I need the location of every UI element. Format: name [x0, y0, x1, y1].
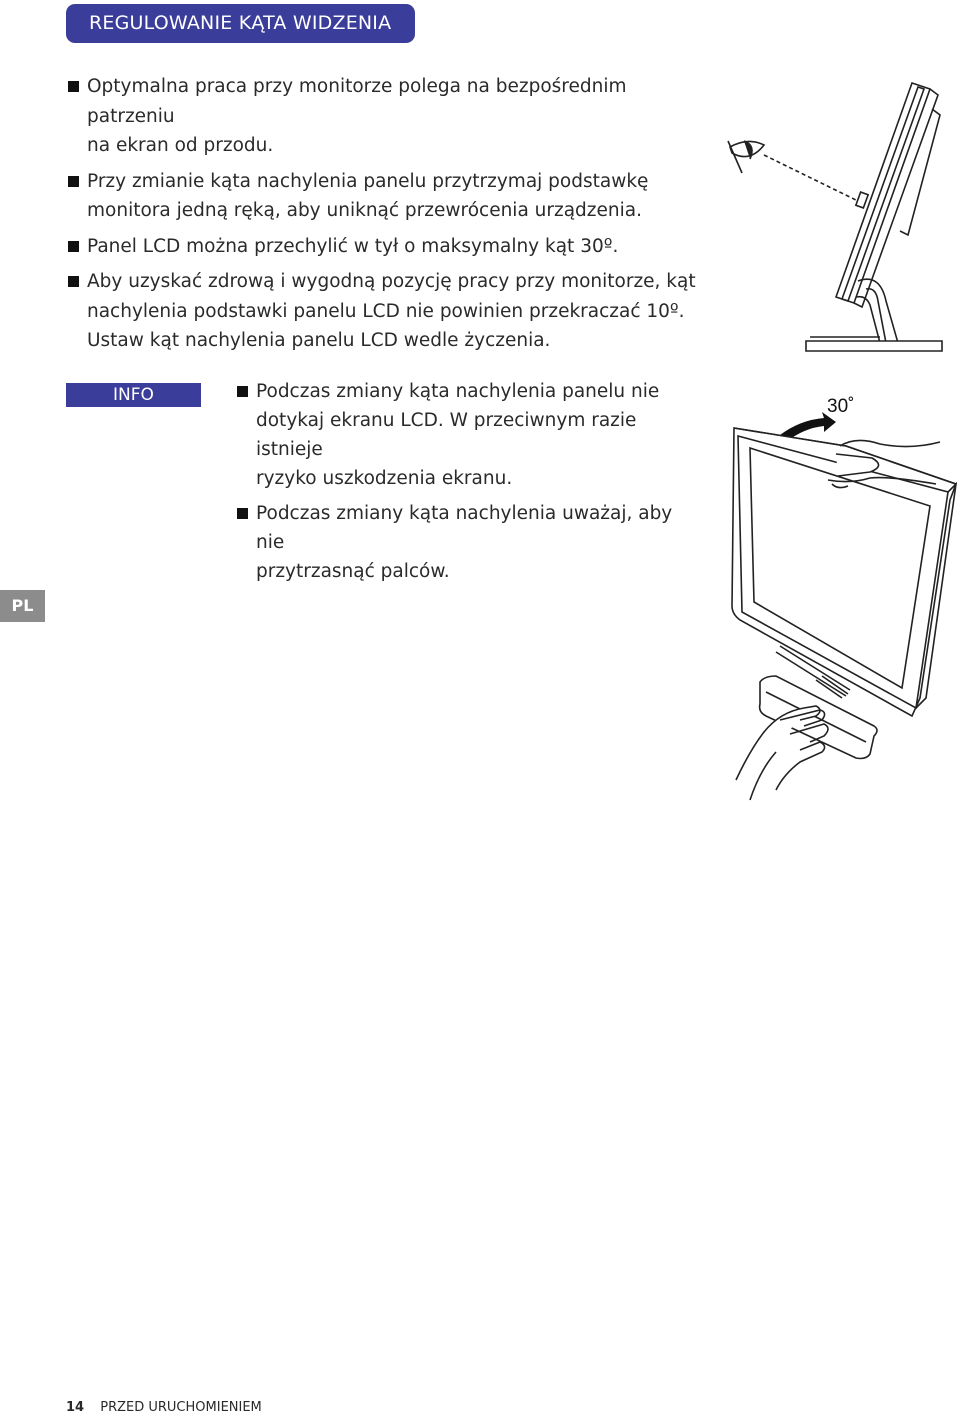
- section-title: REGULOWANIE KĄTA WIDZENIA: [66, 4, 415, 43]
- monitor-tilt-illustration: [720, 380, 960, 810]
- bullet-line: Przy zmianie kąta nachylenia panelu przytrzymaj podstawkę: [87, 170, 649, 192]
- bullet-line: przytrzasnąć palców.: [256, 561, 450, 582]
- square-bullet-icon: [68, 176, 79, 187]
- list-item: [235, 377, 705, 493]
- list-item: [66, 232, 716, 262]
- bullet-line: ryzyko uszkodzenia ekranu.: [256, 468, 513, 489]
- bullet-line: monitora jedną ręką, aby uniknąć przewrócenia urządzenia.: [87, 200, 642, 221]
- info-badge: INFO: [66, 383, 201, 407]
- language-tab: PL: [0, 590, 45, 622]
- square-bullet-icon: [237, 386, 248, 397]
- bullet-line: Aby uzyskać zdrową i wygodną pozycję pracy przy monitorze, kąt: [87, 271, 696, 292]
- bullet-line: Podczas zmiany kąta nachylenia panelu nie: [256, 381, 660, 402]
- page-number: 14: [66, 1400, 85, 1415]
- list-item: [235, 499, 705, 586]
- bullet-line: Ustaw kąt nachylenia panelu LCD wedle życzenia.: [87, 330, 551, 351]
- bullet-line: dotykaj ekranu LCD. W przeciwnym razie istnieje: [256, 410, 637, 460]
- square-bullet-icon: [237, 508, 248, 519]
- square-bullet-icon: [68, 81, 79, 92]
- info-bullet-list: [235, 377, 705, 592]
- list-item: [66, 72, 716, 161]
- monitor-side-view-illustration: [720, 75, 950, 360]
- bullet-line: na ekran od przodu.: [87, 135, 274, 156]
- section-name: PRZED URUCHOMIENIEM: [100, 1400, 262, 1415]
- bullet-line: nachylenia podstawki panelu LCD nie powinien przekraczać 10º.: [87, 300, 685, 322]
- square-bullet-icon: [68, 241, 79, 252]
- angle-label: 30˚: [827, 396, 855, 417]
- list-item: [66, 167, 716, 226]
- square-bullet-icon: [68, 276, 79, 287]
- page-footer: [66, 1400, 262, 1415]
- list-item: [66, 267, 716, 356]
- bullet-line: Optymalna praca przy monitorze polega na bezpośrednim patrzeniu: [87, 76, 627, 127]
- bullet-line: Podczas zmiany kąta nachylenia uważaj, aby nie: [256, 503, 673, 553]
- bullet-list: [66, 72, 716, 362]
- bullet-line: Panel LCD można przechylić w tył o maksymalny kąt 30º.: [87, 235, 619, 257]
